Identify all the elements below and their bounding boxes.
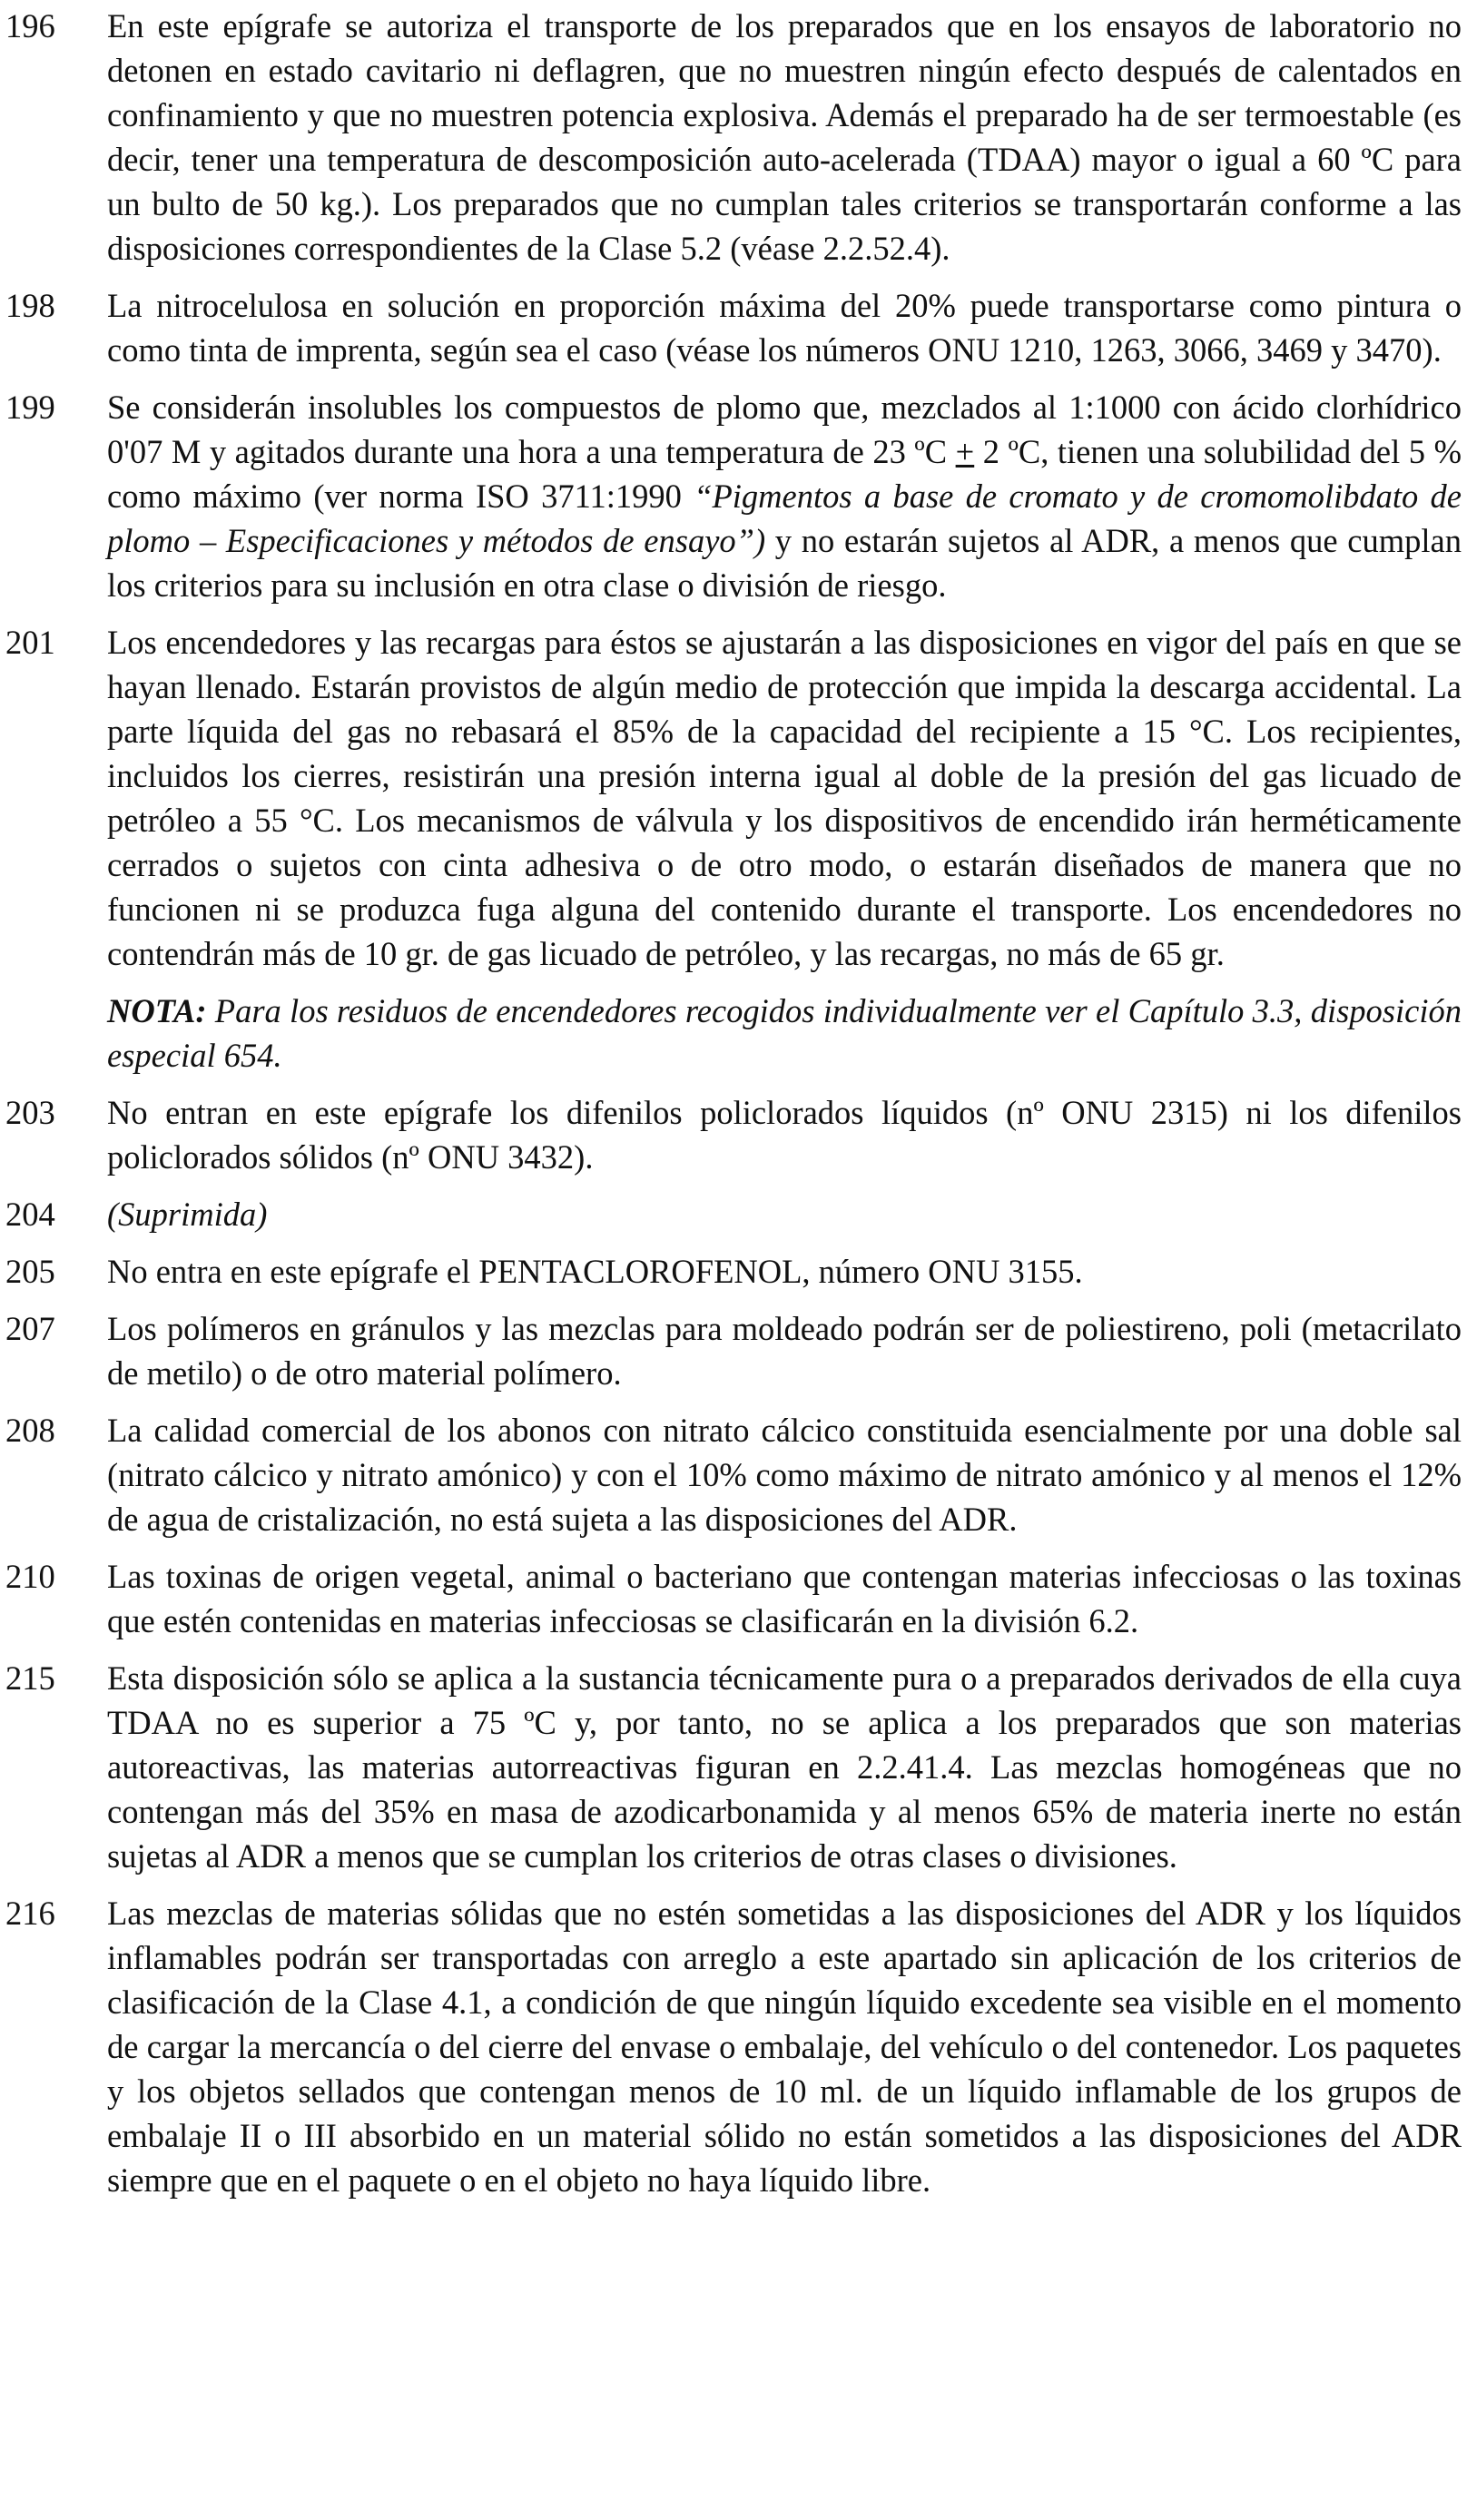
provision-215	[5, 1656, 1462, 1878]
provision-text	[107, 4, 1462, 271]
provision-text	[107, 1891, 1462, 2202]
provision-paragraph: Las mezclas de materias sólidas que no estén sometidas a las disposiciones del ADR y los líquidos inflamables podrán ser transportadas con arreglo a este apartado sin aplicación de los criterios de clasificación de la Clase 4.1, a condición de que ningún líquido excedente sea visible en el momento de cargar la mercancía o del cierre del envase o embalaje, del vehículo o del contenedor. Los paquetes y los objetos sellados que contengan menos de 10 ml. de un líquido inflamable de los grupos de embalaje II o III absorbido en un material sólido no están sometidos a las disposiciones del ADR siempre que en el paquete o en el objeto no haya líquido libre.	[107, 1895, 1462, 2199]
provision-number: 204	[5, 1196, 55, 1233]
provision-text	[107, 620, 1462, 1078]
provision-paragraph: No entra en este epígrafe el PENTACLOROFENOL, número ONU 3155.	[107, 1253, 1083, 1290]
provision-number: 196	[5, 7, 55, 44]
provision-paragraph: (Suprimida)	[107, 1196, 268, 1233]
provision-paragraph: No entran en este epígrafe los difenilos policlorados líquidos (nº ONU 2315) ni los difenilos policlorados sólidos (nº ONU 3432).	[107, 1094, 1462, 1176]
provision-number: 201	[5, 624, 55, 661]
provision-text	[107, 1656, 1462, 1878]
provision-196	[5, 4, 1462, 271]
provision-203	[5, 1090, 1462, 1179]
provision-208	[5, 1408, 1462, 1541]
provision-paragraph: Los polímeros en gránulos y las mezclas para moldeado podrán ser de poliestireno, poli (metacrilato de metilo) o de otro material polímero.	[107, 1310, 1462, 1392]
provision-198	[5, 283, 1462, 372]
provision-199	[5, 385, 1462, 607]
provision-number: 216	[5, 1895, 55, 1932]
provision-text	[107, 1306, 1462, 1395]
provision-paragraph: Las toxinas de origen vegetal, animal o bacteriano que contengan materias infecciosas o las toxinas que estén contenidas en materias infecciosas se clasificarán en la división 6.2.	[107, 1558, 1462, 1639]
provision-text-part: Se considerán insolubles los compuestos de plomo que, mezclados al 1:1000 con ácido clorhídrico 0'07 M y agitados durante una hora a una temperatura de 23 ºC	[107, 389, 1462, 470]
provision-paragraph: Los encendedores y las recargas para éstos se ajustarán a las disposiciones en vigor del país en que se hayan llenado. Estarán provistos de algún medio de protección que impida la descarga accidental. La parte líquida del gas no rebasará el 85% de la capacidad del recipiente a 15 °C. Los recipientes, incluidos los cierres, resistirán una presión interna igual al doble de la presión del gas licuado de petróleo a 55 °C. Los mecanismos de válvula y los dispositivos de encendido irán herméticamente cerrados o sujetos con cinta adhesiva o de otro modo, o estarán diseñados de manera que no funcionen ni se produzca fuga alguna del contenido durante el transporte. Los encendedores no contendrán más de 10 gr. de gas licuado de petróleo, y las recargas, no más de 65 gr.	[107, 624, 1462, 972]
note-label: NOTA:	[107, 992, 207, 1029]
provision-paragraph	[107, 385, 1462, 607]
provision-number: 199	[5, 389, 55, 426]
provision-paragraph: En este epígrafe se autoriza el transporte de los preparados que en los ensayos de laboratorio no detonen en estado cavitario ni deflagren, que no muestren ningún efecto después de calentados en confinamiento y que no muestren potencia explosiva. Además el preparado ha de ser termoestable (es decir, tener una temperatura de descomposición auto-acelerada (TDAA) mayor o igual a 60 ºC para un bulto de 50 kg.). Los preparados que no cumplan tales criterios se transportarán conforme a las disposiciones correspondientes de la Clase 5.2 (véase 2.2.52.4).	[107, 7, 1462, 267]
provision-201	[5, 620, 1462, 1078]
iso-standard-title: “Pigmentos a base de cromato y de cromomolibdato de plomo – Especificaciones y métodos de ensayo”)	[107, 477, 1462, 559]
provision-number: 207	[5, 1310, 55, 1347]
provision-text-part: 2 ºC, tienen una solubilidad del 5 % como máximo (ver norma ISO 3711:1990	[107, 433, 1462, 515]
provision-205	[5, 1249, 1462, 1294]
provision-210	[5, 1554, 1462, 1643]
provision-number: 205	[5, 1253, 55, 1290]
provision-207	[5, 1306, 1462, 1395]
plus-minus-symbol: +	[955, 433, 975, 470]
provision-text-part: y no estarán sujetos al ADR, a menos que cumplan los criterios para su inclusión en otra clase o división de riesgo.	[107, 522, 1462, 604]
provision-text	[107, 1090, 1462, 1179]
provision-note	[107, 989, 1462, 1078]
provision-number: 215	[5, 1659, 55, 1697]
provision-number: 210	[5, 1558, 55, 1595]
provision-text	[107, 1249, 1462, 1294]
provision-paragraph: La nitrocelulosa en solución en proporción máxima del 20% puede transportarse como pintura o como tinta de imprenta, según sea el caso (véase los números ONU 1210, 1263, 3066, 3469 y 3470).	[107, 287, 1462, 369]
provision-204	[5, 1192, 1462, 1236]
provision-216	[5, 1891, 1462, 2202]
note-text: Para los residuos de encendedores recogidos individualmente ver el Capítulo 3.3, disposición especial 654.	[107, 992, 1462, 1074]
provision-number: 198	[5, 287, 55, 324]
provision-text	[107, 283, 1462, 372]
provision-text	[107, 385, 1462, 607]
provision-number: 203	[5, 1094, 55, 1131]
provision-text	[107, 1192, 1462, 1236]
provision-paragraph: La calidad comercial de los abonos con nitrato cálcico constituida esencialmente por una doble sal (nitrato cálcico y nitrato amónico) y con el 10% como máximo de nitrato amónico y al menos el 12% de agua de cristalización, no está sujeta a las disposiciones del ADR.	[107, 1412, 1462, 1538]
provision-text	[107, 1408, 1462, 1541]
provision-number: 208	[5, 1412, 55, 1449]
provision-paragraph: Esta disposición sólo se aplica a la sustancia técnicamente pura o a preparados derivados de ella cuya TDAA no es superior a 75 ºC y, por tanto, no se aplica a los preparados que son materias autoreactivas, las materias autorreactivas figuran en 2.2.41.4. Las mezclas homogéneas que no contengan más del 35% en masa de azodicarbonamida y al menos 65% de materia inerte no están sujetas al ADR a menos que se cumplan los criterios de otras clases o divisiones.	[107, 1659, 1462, 1875]
provision-text	[107, 1554, 1462, 1643]
